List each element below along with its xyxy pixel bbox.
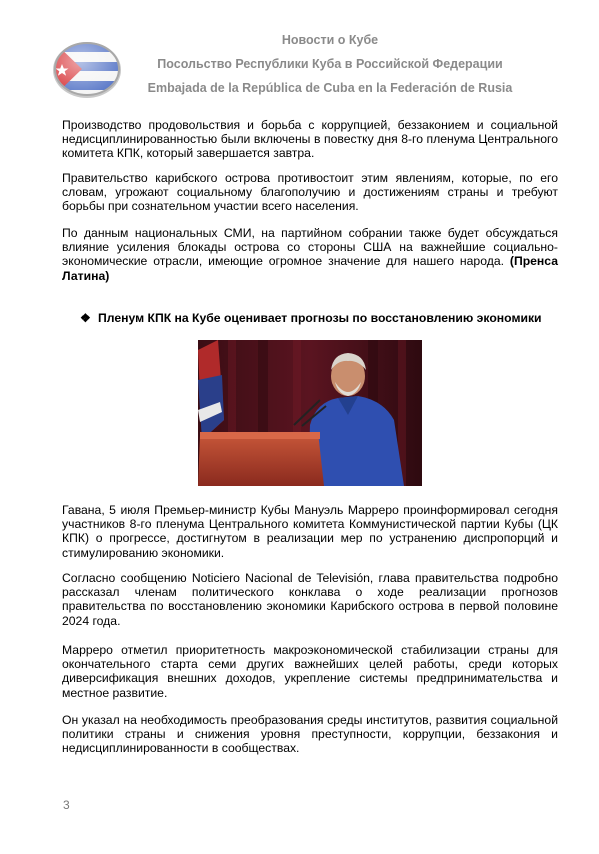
diamond-bullet-icon: ❖ [80, 311, 91, 325]
article-paragraph-3: Марреро отметил приоритетность макроэкономической стабилизации страны для окончательного старта семи других важнейших целей работы, среди которых диверсификация внешних доходов, укрепление системы предпринимательства и местное развитие. [62, 643, 558, 700]
source-tag: (Пренса Латина) [62, 254, 558, 283]
paragraph-3 [62, 226, 558, 283]
paragraph-2: Правительство карибского острова противостоит этим явлениям, которые, по его словам, угрожают социальному благополучию и достижениям страны и требуют борьбы при сознательном участии всего населения. [62, 171, 558, 214]
article-paragraph-1: Гавана, 5 июля Премьер-министр Кубы Мануэль Марреро проинформировал сегодня участников 8-го пленума Центрального комитета Коммунистической партии Кубы (ЦК КПК) о прогрессе, достигнутом в реализации мер по устранению диспропорций и стимулированию экономики. [62, 503, 558, 560]
article-paragraph-2: Согласно сообщению Noticiero Nacional de Televisión, глава правительства подробно рассказал членам политического конклава о ходе реализации прогнозов правительства по восстановлению экономики Карибского острова в первой половине 2024 года. [62, 571, 558, 628]
paragraph-3-text: По данным национальных СМИ, на партийном собрании также будет обсуждаться влияние усиления блокады острова со стороны США на важнейшие социально-экономические отрасли, имеющие огромное значение для нашего народа. [62, 226, 558, 269]
header-embassy-ru: Посольство Республики Куба в Российской Федерации [157, 57, 503, 71]
cuban-flag-logo-icon [52, 40, 122, 98]
header-title: Новости о Кубе [281, 33, 379, 47]
article-paragraph-4: Он указал на необходимость преобразования среды институтов, развития социальной политики страны и снижения уровня преступности, коррупции, беззакония и недисциплинированности в сообществах. [62, 713, 558, 756]
section-heading [80, 311, 560, 325]
paragraph-1: Производство продовольствия и борьба с коррупцией, беззаконием и социальной недисциплинированностью были включены в повестку дня 8-го пленума Центрального комитета КПК, который завершается завтра. [62, 118, 558, 161]
section-title-text: Пленум КПК на Кубе оценивает прогнозы по восстановлению экономики [98, 311, 542, 325]
page-number: 3 [63, 798, 70, 812]
article-photo [198, 340, 422, 486]
header-embassy-es: Embajada de la República de Cuba en la Federación de Rusia [147, 81, 513, 95]
